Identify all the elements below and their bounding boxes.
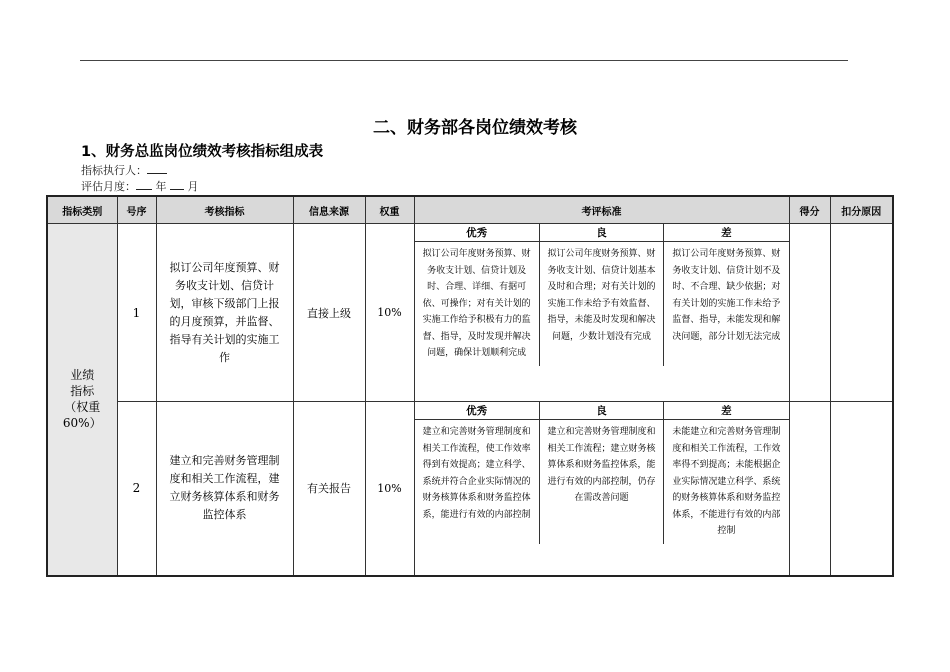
executor-label: 指标执行人： — [81, 164, 147, 177]
reason-cell[interactable] — [830, 224, 893, 402]
criteria-excellent: 拟订公司年度财务预算、财务收支计划、信贷计划及时、合理、详细、有据可依、可操作；对有关计划的实施工作给予积极有力的监督、指导，及时发现并解决问题，确保计划顺利完成 — [415, 242, 540, 366]
header-seq: 号序 — [117, 196, 156, 224]
header-weight: 权重 — [365, 196, 414, 224]
table-header-row — [47, 196, 893, 224]
seq-cell: 1 — [117, 224, 156, 402]
level-good: 良 — [539, 224, 664, 242]
criteria-good: 建立和完善财务管理制度和相关工作流程；建立财务核算体系和财务监控体系，能进行有效的内部控制，仍存在需改善问题 — [539, 420, 664, 544]
score-cell[interactable] — [789, 402, 830, 576]
table-row — [47, 402, 893, 576]
header-rule — [80, 60, 848, 61]
criteria-cell — [414, 402, 789, 576]
executor-line — [81, 162, 167, 178]
header-score: 得分 — [789, 196, 830, 224]
criteria-good: 拟订公司年度财务预算、财务收支计划、信贷计划基本及时和合理；对有关计划的实施工作未给予有效监督、指导，未能及时发现和解决问题，少数计划没有完成 — [539, 242, 664, 366]
level-good: 良 — [539, 402, 664, 420]
period-year-blank[interactable] — [136, 178, 152, 190]
level-excellent: 优秀 — [415, 402, 540, 420]
month-label: 月 — [187, 180, 199, 193]
weight-cell: 10% — [365, 224, 414, 402]
criteria-poor: 拟订公司年度财务预算、财务收支计划、信贷计划不及时、不合理、缺少依据；对有关计划的实施工作未给予监督、指导，未能发现和解决问题，部分计划无法完成 — [672, 249, 781, 342]
period-line — [81, 178, 199, 194]
section-title: 1、财务总监岗位绩效考核指标组成表 — [81, 144, 324, 160]
source-cell: 有关报告 — [293, 402, 365, 576]
year-label: 年 — [155, 180, 167, 193]
executor-blank[interactable] — [147, 162, 167, 174]
source-cell: 直接上级 — [293, 224, 365, 402]
criteria-excellent: 建立和完善财务管理制度和相关工作流程，使工作效率得到有效提高；建立科学、系统并符合企业实际情况的财务核算体系和财务监控体系，能进行有效的内部控制 — [415, 420, 540, 544]
indicator-cell: 建立和完善财务管理制度和相关工作流程，建立财务核算体系和财务监控体系 — [156, 402, 293, 576]
header-source: 信息来源 — [293, 196, 365, 224]
category-line: 60%） — [62, 416, 102, 431]
header-indicator: 考核指标 — [156, 196, 293, 224]
period-label: 评估月度： — [81, 180, 136, 193]
reason-cell[interactable] — [830, 402, 893, 576]
criteria-poor: 未能建立和完善财务管理制度和相关工作流程，工作效率得不到提高；未能根据企业实际情况建立科学、系统的财务核算体系和财务监控体系，不能进行有效的内部控制 — [672, 427, 781, 536]
category-line: 指标 — [70, 384, 95, 399]
category-line: （权重 — [64, 400, 101, 415]
header-reason: 扣分原因 — [830, 196, 893, 224]
level-poor: 差 — [664, 224, 789, 242]
period-month-blank[interactable] — [170, 178, 184, 190]
table-row — [47, 224, 893, 402]
weight-cell: 10% — [365, 402, 414, 576]
seq-cell: 2 — [117, 402, 156, 576]
category-line: 业绩 — [70, 368, 95, 383]
score-cell[interactable] — [789, 224, 830, 402]
page-title: 二、财务部各岗位绩效考核 — [373, 118, 577, 138]
kpi-table — [46, 195, 894, 577]
criteria-cell — [414, 224, 789, 402]
category-cell — [47, 224, 117, 576]
level-poor: 差 — [664, 402, 789, 420]
level-excellent: 优秀 — [415, 224, 540, 242]
indicator-cell: 拟订公司年度预算、财务收支计划、信贷计划，审核下级部门上报的月度预算，并监督、指导有关计划的实施工作 — [156, 224, 293, 402]
header-category: 指标类别 — [47, 196, 117, 224]
header-criteria: 考评标准 — [414, 196, 789, 224]
